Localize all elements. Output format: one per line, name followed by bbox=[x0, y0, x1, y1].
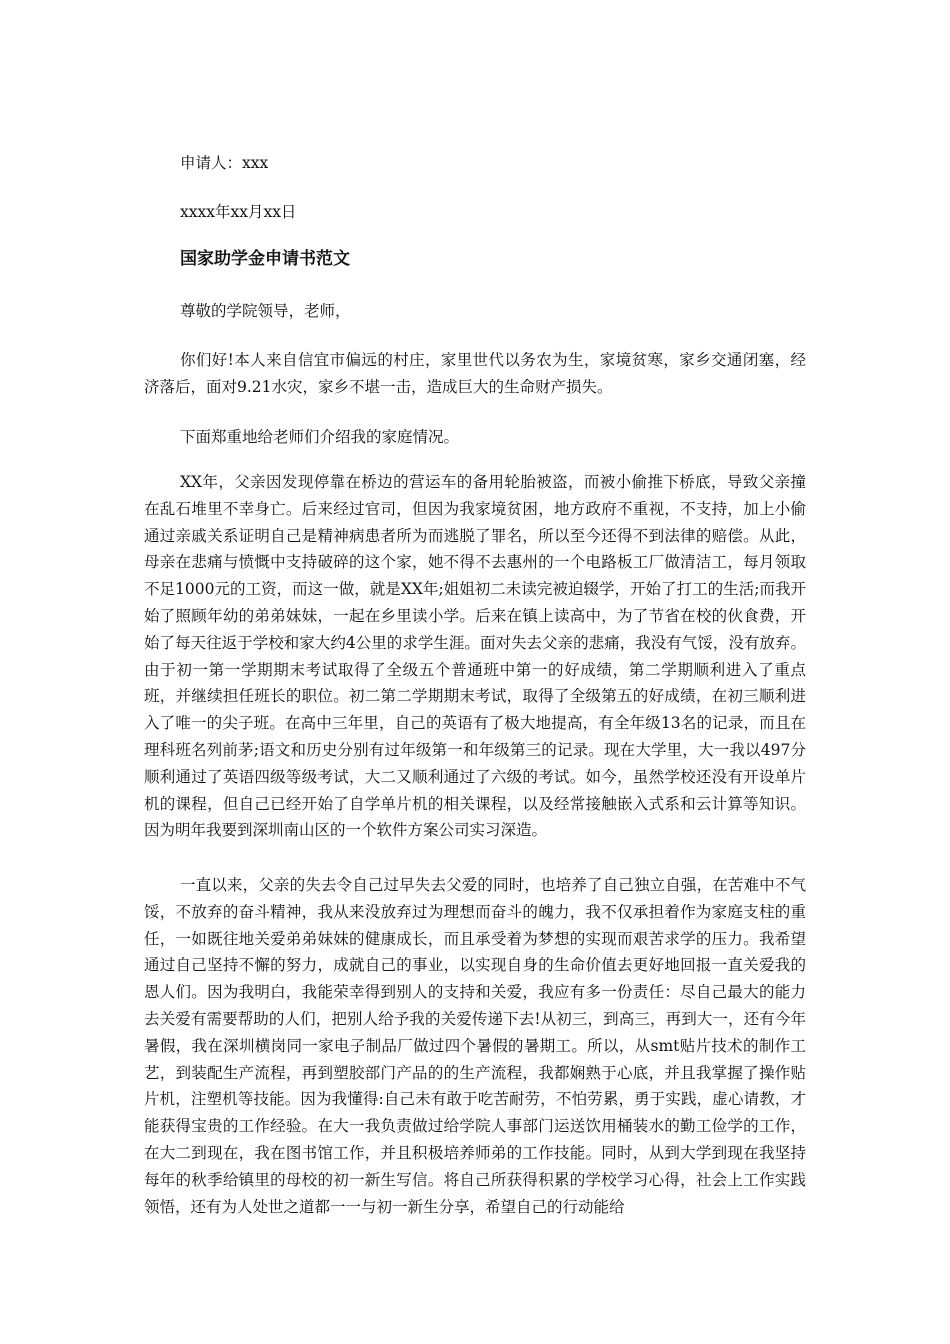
document-title: 国家助学金申请书范文 bbox=[180, 249, 350, 269]
salutation: 尊敬的学院领导，老师， bbox=[180, 302, 351, 320]
paragraph-personal-growth: 一直以来，父亲的失去令自己过早失去父爱的同时，也培养了自己独立自强，在苦难中不气馁，不放弃的奋斗精神，我从来没放弃过为理想而奋斗的魄力，我不仅承担着作为家庭支柱的重任，一如既往地关爱弟弟妹妹的健康成长，而且承受着为梦想的实现而艰苦求学的压力。我希望通过自己坚持不懈的努力，成就自己的事业，以实现自身的生命价值去更好地回报一直关爱我的恩人们。因为我明白，我能荣幸得到别人的支持和关爱，我应有多一份责任：尽自己最大的能力去关爱有需要帮助的人们，把别人给予我的关爱传递下去!从初三，到高三，再到大一，还有今年暑假，我在深圳横岗同一家电子制品厂做过四个暑假的暑期工。所以，从smt贴片技术的制作工艺，到装配生产流程，再到塑胶部门产品的的生产流程，我都娴熟于心底，并且我掌握了操作贴片机，注塑机等技能。因为我懂得:自己未有敢于吃苦耐劳，不怕劳累，勇于实践，虚心请教，才能获得宝贵的工作经验。在大一我负责做过给学院人事部门运送饮用桶装水的勤工俭学的工作，在大二到现在，我在图书馆工作，并且积极培养师弟的工作技能。同时，从到大学到现在我坚持每年的秋季给镇里的母校的初一新生写信。将自己所获得积累的学校学习心得，社会上工作实践领悟，还有为人处世之道都一一与初一新生分享，希望自己的行动能给 bbox=[144, 876, 806, 1216]
date-line: xxxx年xx月xx日 bbox=[180, 203, 297, 221]
applicant-line: 申请人：xxx bbox=[180, 154, 269, 172]
paragraph-family-situation: XX年，父亲因发现停靠在桥边的营运车的备用轮胎被盗，而被小偷推下桥底，导致父亲撞在乱石堆里不幸身亡。后来经过官司，但因为我家境贫困，地方政府不重视，不支持，加上小偷通过亲戚关系证明自己是精神病患者所为而逃脱了罪名，所以至今还得不到法律的赔偿。从此，母亲在悲痛与愤慨中支持破碎的这个家，她不得不去惠州的一个电路板工厂做清洁工，每月领取不足1000元的工资，而这一做，就是XX年;姐姐初二未读完被迫辍学，开始了打工的生活;而我开始了照顾年幼的弟弟妹妹，一起在乡里读小学。后来在镇上读高中，为了节省在校的伙食费，开始了每天往返于学校和家大约4公里的求学生涯。面对失去父亲的悲痛，我没有气馁，没有放弃。由于初一第一学期期末考试取得了全级五个普通班中第一的好成绩，第二学期顺利进入了重点班，并继续担任班长的职位。初二第二学期期末考试，取得了全级第五的好成绩，在初三顺利进入了唯一的尖子班。在高中三年里，自己的英语有了极大地提高，有全年级13名的记录，而且在理科班名列前茅;语文和历史分别有过年级第一和年级第三的记录。现在大学里，大一我以497分顺利通过了英语四级等级考试，大二又顺利通过了六级的考试。如今，虽然学校还没有开设单片机的课程，但自己已经开始了自学单片机的相关课程，以及经常接触嵌入式系和云计算等知识。因为明年我要到深圳南山区的一个软件方案公司实习深造。 bbox=[144, 473, 806, 840]
paragraph-intro: 下面郑重地给老师们介绍我的家庭情况。 bbox=[180, 428, 460, 446]
paragraph-greeting: 你们好!本人来自信宜市偏远的村庄，家里世代以务农为生，家境贫寒，家乡交通闭塞，经济落后，面对9.21水灾，家乡不堪一击，造成巨大的生命财产损失。 bbox=[144, 351, 806, 396]
